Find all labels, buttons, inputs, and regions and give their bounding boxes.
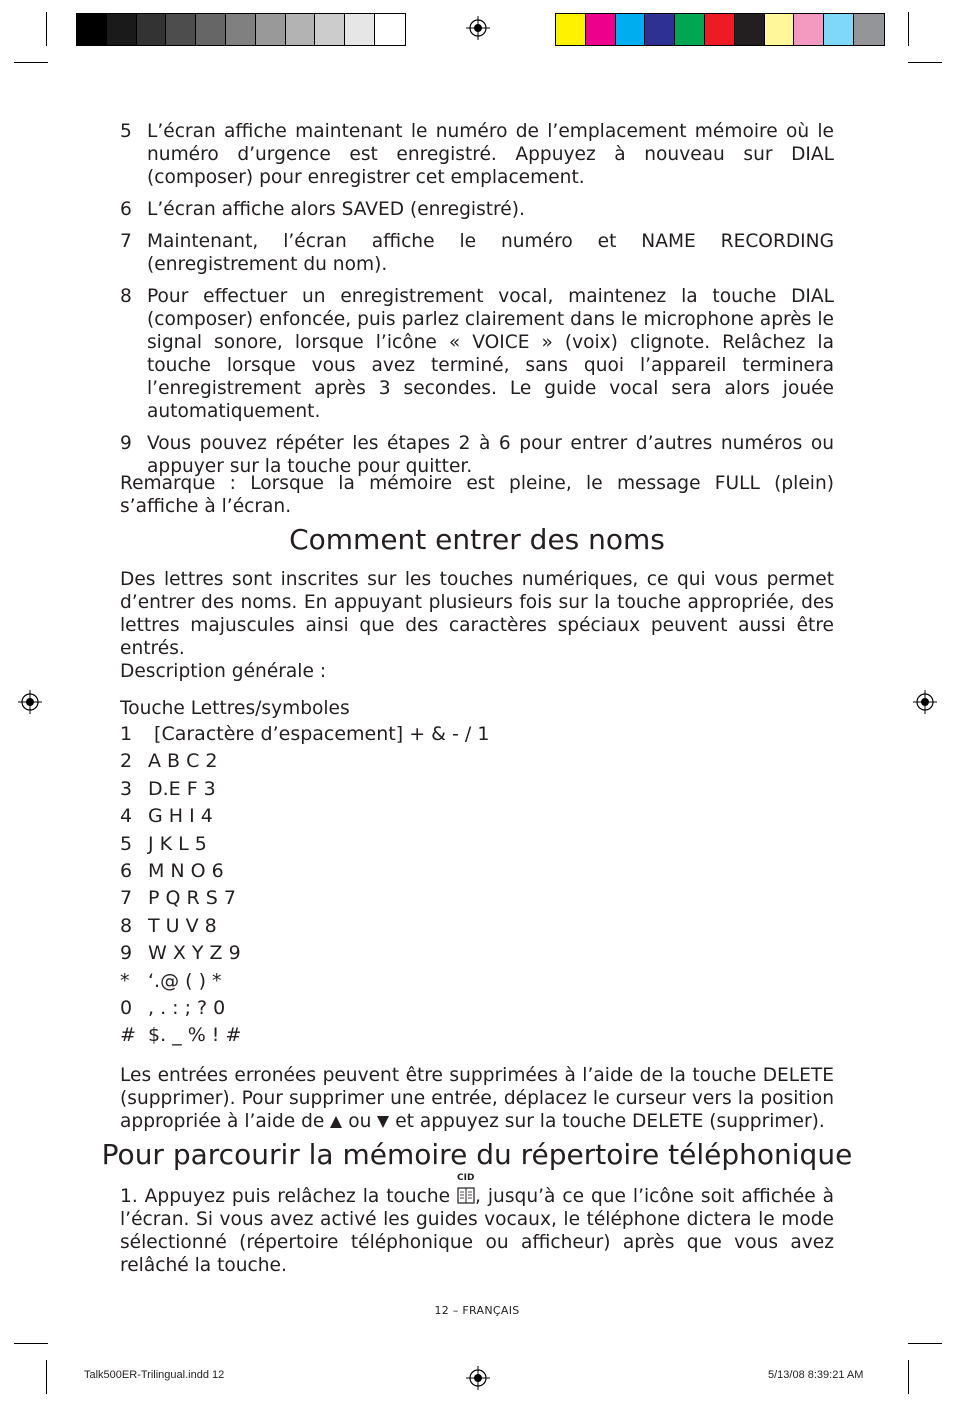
color-bar xyxy=(555,13,885,46)
step-item xyxy=(120,230,834,276)
color-swatch xyxy=(345,14,375,45)
crop-mark xyxy=(14,1343,48,1344)
steps-list xyxy=(120,120,834,487)
step-item xyxy=(120,285,834,423)
color-swatch xyxy=(107,14,137,45)
cid-label: CID xyxy=(457,1173,475,1183)
step-number: 6 xyxy=(120,199,132,220)
key-chars: A B C 2 xyxy=(148,750,218,773)
key-label: 6 xyxy=(120,859,133,882)
color-swatch xyxy=(166,14,196,45)
names-intro: Des lettres sont inscrites sur les touches numériques, ce qui vous permet d’entrer des noms. En appuyant plusieurs fois sur la touche appropriée, des lettres majuscules ainsi que des caractères spéciaux peuvent aussi être entrés. xyxy=(120,569,834,659)
key-label: 9 xyxy=(120,942,133,965)
down-arrow-icon xyxy=(377,1116,389,1128)
key-label: # xyxy=(120,1024,136,1047)
key-row xyxy=(120,803,834,830)
slug-date: 5/13/08 8:39:21 AM xyxy=(768,1369,864,1381)
keys-table-header: Touche Lettres/symboles xyxy=(120,698,350,719)
key-label: 1 xyxy=(120,723,133,745)
key-label: 8 xyxy=(120,914,133,937)
color-swatch xyxy=(375,14,405,45)
color-swatch xyxy=(77,14,107,45)
crop-mark xyxy=(908,1360,909,1394)
up-arrow-icon xyxy=(330,1116,342,1128)
keys-table xyxy=(120,721,834,1050)
step-number: 8 xyxy=(120,286,132,307)
step-number: 9 xyxy=(120,433,132,454)
key-label: 3 xyxy=(120,777,133,800)
registration-mark-icon xyxy=(913,690,937,714)
delete-paragraph xyxy=(120,1064,834,1133)
color-swatch xyxy=(137,14,167,45)
page-number: 12 – FRANÇAIS xyxy=(434,1304,520,1317)
phonebook-text-1: 1. Appuyez puis relâchez la touche xyxy=(120,1186,451,1207)
color-swatch xyxy=(196,14,226,45)
key-row xyxy=(120,1022,834,1049)
cid-book-icon xyxy=(457,1173,475,1205)
description-label: Description générale : xyxy=(120,661,327,682)
color-swatch xyxy=(794,14,824,45)
color-swatch xyxy=(735,14,765,45)
step-text: Vous pouvez répéter les étapes 2 à 6 pour entrer d’autres numéros ou appuyer sur la touche pour quitter. xyxy=(147,433,834,477)
key-chars: P Q R S 7 xyxy=(148,887,236,910)
color-swatch xyxy=(256,14,286,45)
phonebook-paragraph xyxy=(120,1173,834,1277)
delete-text-2: et appuyez sur la touche DELETE (supprimer). xyxy=(395,1111,825,1132)
key-chars: D.E F 3 xyxy=(148,777,216,800)
key-chars: T U V 8 xyxy=(148,914,217,937)
delete-text-1: Les entrées erronées peuvent être supprimées à l’aide de la touche DELETE (supprimer). Pour supprimer une entrée, déplacez le curseur vers la position appropriée à l’aide de xyxy=(120,1065,834,1132)
key-row xyxy=(120,913,834,940)
registration-mark-icon xyxy=(466,1366,490,1390)
key-chars: W X Y Z 9 xyxy=(148,942,241,965)
key-row xyxy=(120,885,834,912)
section-heading-phonebook: Pour parcourir la mémoire du répertoire téléphonique xyxy=(101,1138,853,1171)
key-row xyxy=(120,968,834,995)
key-label: * xyxy=(120,969,130,992)
key-label: 0 xyxy=(120,996,133,1019)
step-text: L’écran affiche maintenant le numéro de l’emplacement mémoire où le numéro d’urgence est enregistré. Appuyez à nouveau sur DIAL (composer) pour enregistrer cet emplacement. xyxy=(147,121,834,188)
step-item xyxy=(120,120,834,189)
step-text: Maintenant, l’écran affiche le numéro et NAME RECORDING (enregistrement du nom). xyxy=(147,231,834,275)
key-row xyxy=(120,858,834,885)
color-swatch xyxy=(675,14,705,45)
crop-mark xyxy=(908,62,942,63)
crop-mark xyxy=(14,62,48,63)
step-number: 7 xyxy=(120,231,132,252)
step-number: 5 xyxy=(120,121,132,142)
crop-mark xyxy=(46,1360,47,1394)
key-label: 5 xyxy=(120,832,133,855)
registration-mark-icon xyxy=(18,690,42,714)
color-swatch xyxy=(645,14,675,45)
key-label: 2 xyxy=(120,750,133,773)
key-chars: $. _ % ! # xyxy=(148,1024,242,1047)
grayscale-bar xyxy=(76,13,406,46)
key-chars: J K L 5 xyxy=(148,832,207,855)
key-row xyxy=(120,940,834,967)
color-swatch xyxy=(765,14,795,45)
delete-text-or: ou xyxy=(348,1111,372,1132)
key-chars: ‘.@ ( ) * xyxy=(148,969,222,992)
step-item xyxy=(120,198,834,221)
section-heading-names: Comment entrer des noms xyxy=(289,523,665,556)
color-swatch xyxy=(226,14,256,45)
key-chars: M N O 6 xyxy=(148,859,224,882)
color-swatch xyxy=(286,14,316,45)
registration-mark-icon xyxy=(466,16,490,40)
key-row xyxy=(120,748,834,775)
color-swatch xyxy=(556,14,586,45)
color-swatch xyxy=(854,14,884,45)
key-row xyxy=(120,995,834,1022)
color-swatch xyxy=(705,14,735,45)
key-chars: G H I 4 xyxy=(148,805,213,828)
key-row xyxy=(120,721,834,748)
crop-mark xyxy=(908,12,909,46)
color-swatch xyxy=(586,14,616,45)
key-chars: , . : ; ? 0 xyxy=(148,996,226,1019)
crop-mark xyxy=(908,1343,942,1344)
color-swatch xyxy=(616,14,646,45)
phonebook-text-2: , jusqu’à ce que l’icône soit affichée à l’écran. Si vous avez activé les guides vocaux, le téléphone dictera le mode sélectionné (répertoire téléphonique ou afficheur) après que vous avez relâché la touche. xyxy=(120,1186,834,1276)
step-text: L’écran affiche alors SAVED (enregistré). xyxy=(147,199,525,220)
key-label: 4 xyxy=(120,805,133,828)
key-row xyxy=(120,831,834,858)
color-swatch xyxy=(315,14,345,45)
key-chars: [Caractère d’espacement] + & - / 1 xyxy=(148,723,490,745)
key-label: 7 xyxy=(120,887,133,910)
color-swatch xyxy=(824,14,854,45)
crop-mark xyxy=(46,12,47,46)
key-row xyxy=(120,776,834,803)
note-paragraph: Remarque : Lorsque la mémoire est pleine, le message FULL (plein) s’affiche à l’écran. xyxy=(120,473,834,517)
slug-file: Talk500ER-Trilingual.indd 12 xyxy=(84,1369,225,1381)
step-text: Pour effectuer un enregistrement vocal, maintenez la touche DIAL (composer) enfoncée, puis parlez clairement dans le microphone après le signal sonore, lorsque l’icône « VOICE » (voix) clignote. Relâchez la touche lorsque vous avez terminé, sans quoi l’appareil terminera l’enregistrement après 3 secondes. Le guide vocal sera alors jouée automatiquement. xyxy=(147,286,834,422)
